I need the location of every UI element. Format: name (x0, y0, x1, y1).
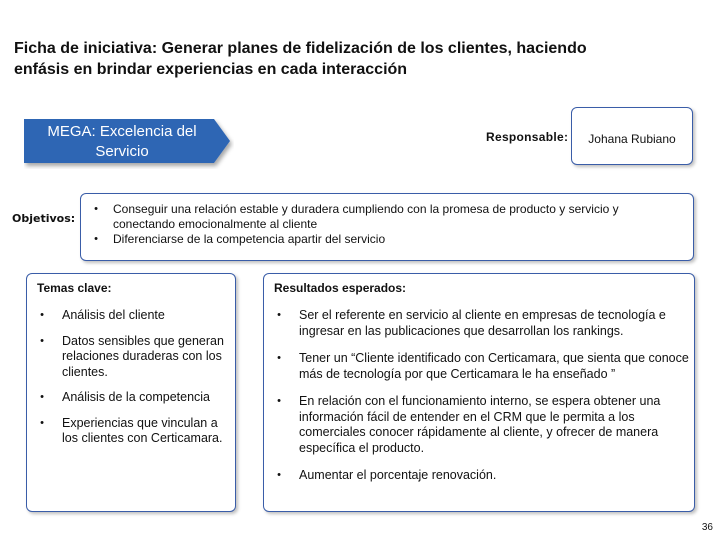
bullet-icon: • (277, 309, 281, 321)
resultado-text: Ser el referente en servicio al cliente en empresas de tecnología e ingresar en las publicaciones que desarrollan los rankings. (299, 308, 666, 338)
tema-text: Análisis de la competencia (62, 390, 210, 404)
temas-list (37, 308, 227, 457)
bullet-icon: • (40, 334, 44, 347)
tema-item (37, 390, 227, 406)
resultado-item (274, 308, 689, 339)
bullet-icon: • (277, 352, 281, 364)
title-line-1: Ficha de iniciativa: Generar planes de fidelización de los clientes, haciendo (14, 40, 587, 57)
mega-line-2: Servicio (95, 143, 149, 160)
bullet-icon: • (40, 416, 44, 429)
bullet-icon: • (94, 233, 98, 245)
mega-line-1: MEGA: Excelencia del (47, 123, 197, 140)
resultado-item (274, 351, 689, 382)
tema-item (37, 308, 227, 324)
tema-text: Experiencias que vinculan a los clientes con Certicamara. (62, 415, 223, 445)
resultados-heading: Resultados esperados: (274, 281, 407, 295)
resultado-item (274, 394, 689, 456)
resultado-text: Aumentar el porcentaje renovación. (299, 468, 497, 482)
tema-text: Datos sensibles que generan relaciones duraderas con los clientes. (62, 333, 224, 379)
resultado-item (274, 468, 689, 484)
responsable-box (571, 107, 693, 165)
mega-text (24, 122, 220, 162)
responsable-label: Responsable: (486, 130, 569, 144)
objetivos-label: Objetivos: (12, 212, 76, 225)
tema-item (37, 416, 227, 447)
tema-text: Análisis del cliente (62, 308, 165, 322)
bullet-icon: • (40, 391, 44, 403)
title-line-2: enfásis en brindar experiencias en cada interacción (14, 61, 408, 78)
objetivo-text: Diferenciarse de la competencia apartir del servicio (113, 232, 386, 246)
resultado-text: En relación con el funcionamiento interno, se espera obtener una información fácil de entender en el CRM que le permita a los comerciales conocer rápidamente al cliente, y ofrecer de manera específica el producto. (299, 394, 661, 455)
bullet-icon: • (277, 395, 281, 407)
objetivos-box (80, 193, 694, 261)
temas-box (26, 273, 236, 512)
temas-heading: Temas clave: (37, 281, 112, 295)
page-number: 36 (701, 522, 713, 533)
tema-item (37, 334, 227, 381)
objetivos-list (91, 202, 681, 247)
mega-banner (24, 119, 234, 169)
bullet-icon: • (94, 203, 98, 215)
page-title (14, 38, 704, 80)
objetivo-item (91, 232, 681, 247)
resultado-text: Tener un “Cliente identificado con Certicamara, que sienta que conoce más de tecnología por que Certicamara le ha enseñado ” (299, 351, 689, 381)
responsable-value: Johana Rubiano (588, 132, 676, 146)
resultados-list (274, 308, 689, 496)
objetivo-text: Conseguir una relación estable y duradera cumpliendo con la promesa de producto y servicio y conectando emocionalmente al cliente (113, 202, 619, 231)
bullet-icon: • (40, 309, 44, 321)
objetivo-item (91, 202, 681, 232)
resultados-box (263, 273, 695, 512)
bullet-icon: • (277, 469, 281, 481)
